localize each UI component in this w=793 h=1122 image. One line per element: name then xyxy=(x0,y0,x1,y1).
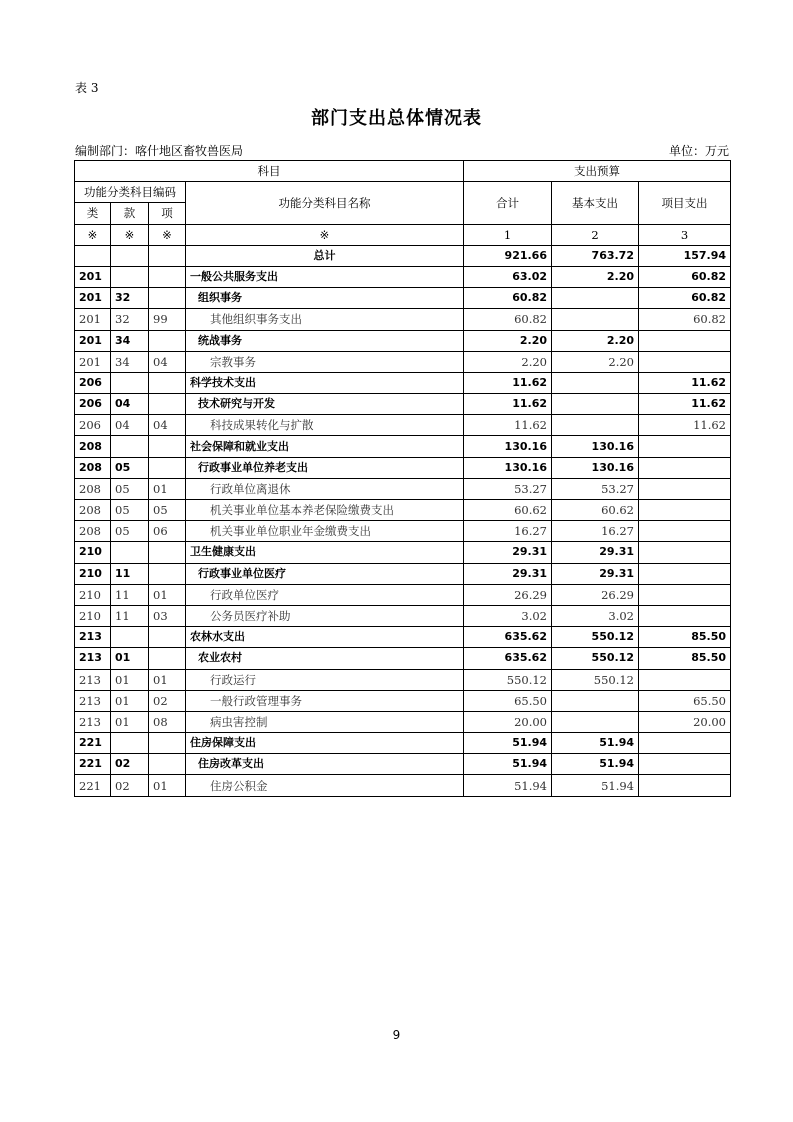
name-cell: 行政运行 xyxy=(186,669,464,690)
lei-header: 类 xyxy=(75,203,111,224)
basic-cell xyxy=(552,372,639,393)
table-row xyxy=(75,415,731,436)
lei-cell: 201 xyxy=(75,330,111,351)
name-cell: 农林水支出 xyxy=(186,627,464,648)
project-cell: 11.62 xyxy=(639,394,731,415)
mark-name: ※ xyxy=(186,224,464,245)
project-cell xyxy=(639,500,731,521)
kuan-cell xyxy=(111,733,149,754)
xiang-cell: 01 xyxy=(149,478,186,499)
table-row xyxy=(75,478,731,499)
kuan-cell: 01 xyxy=(111,648,149,669)
name-cell: 行政事业单位养老支出 xyxy=(186,457,464,478)
xiang-cell xyxy=(149,627,186,648)
name-cell: 其他组织事务支出 xyxy=(186,309,464,330)
header-row-4 xyxy=(75,224,731,245)
project-cell: 85.50 xyxy=(639,648,731,669)
basic-cell xyxy=(552,711,639,732)
name-cell: 组织事务 xyxy=(186,288,464,309)
total-cell: 60.82 xyxy=(464,309,552,330)
table-row xyxy=(75,754,731,775)
basic-cell: 550.12 xyxy=(552,648,639,669)
lei-cell: 213 xyxy=(75,648,111,669)
lei-cell: 210 xyxy=(75,563,111,584)
table-row xyxy=(75,394,731,415)
basic-cell: 2.20 xyxy=(552,351,639,372)
lei-cell: 213 xyxy=(75,711,111,732)
name-cell: 卫生健康支出 xyxy=(186,542,464,563)
basic-cell: 51.94 xyxy=(552,775,639,796)
xiang-cell: 05 xyxy=(149,500,186,521)
kuan-cell: 01 xyxy=(111,690,149,711)
project-cell: 60.82 xyxy=(639,309,731,330)
name-cell: 一般公共服务支出 xyxy=(186,266,464,287)
project-cell xyxy=(639,478,731,499)
table-row xyxy=(75,372,731,393)
basic-cell: 26.29 xyxy=(552,584,639,605)
project-cell: 20.00 xyxy=(639,711,731,732)
unit-label: 单位：万元 xyxy=(668,144,729,158)
name-cell: 病虫害控制 xyxy=(186,711,464,732)
project-cell: 60.82 xyxy=(639,266,731,287)
project-cell xyxy=(639,457,731,478)
basic-cell xyxy=(552,394,639,415)
xiang-cell: 04 xyxy=(149,415,186,436)
kuan-cell: 34 xyxy=(111,330,149,351)
total-cell: 130.16 xyxy=(464,436,552,457)
table-row xyxy=(75,605,731,626)
total-cell: 2.20 xyxy=(464,330,552,351)
project-cell xyxy=(639,733,731,754)
lei-cell: 201 xyxy=(75,309,111,330)
lei-cell: 208 xyxy=(75,436,111,457)
lei-cell: 208 xyxy=(75,500,111,521)
project-cell xyxy=(639,521,731,542)
project-cell xyxy=(639,563,731,584)
kuan-cell: 05 xyxy=(111,478,149,499)
table-row xyxy=(75,733,731,754)
name-cell: 技术研究与开发 xyxy=(186,394,464,415)
total-cell: 60.62 xyxy=(464,500,552,521)
name-cell: 机关事业单位职业年金缴费支出 xyxy=(186,521,464,542)
name-cell: 住房改革支出 xyxy=(186,754,464,775)
total-cell: 29.31 xyxy=(464,542,552,563)
table-row xyxy=(75,351,731,372)
table-row xyxy=(75,436,731,457)
table-row xyxy=(75,500,731,521)
xiang-cell: 99 xyxy=(149,309,186,330)
project-cell xyxy=(639,754,731,775)
total-cell: 3.02 xyxy=(464,605,552,626)
total-cell: 11.62 xyxy=(464,415,552,436)
total-cell: 60.82 xyxy=(464,288,552,309)
kuan-cell: 05 xyxy=(111,521,149,542)
xiang-cell xyxy=(149,288,186,309)
name-cell: 行政事业单位医疗 xyxy=(186,563,464,584)
table-row xyxy=(75,542,731,563)
basic-cell xyxy=(552,288,639,309)
basic-cell: 16.27 xyxy=(552,521,639,542)
kuan-cell: 01 xyxy=(111,711,149,732)
table-row xyxy=(75,521,731,542)
name-cell: 公务员医疗补助 xyxy=(186,605,464,626)
lei-cell: 206 xyxy=(75,394,111,415)
basic-cell: 2.20 xyxy=(552,266,639,287)
basic-cell: 3.02 xyxy=(552,605,639,626)
total-row xyxy=(75,245,731,266)
total-basic: 763.72 xyxy=(552,245,639,266)
kuan-cell: 01 xyxy=(111,669,149,690)
lei-cell: 210 xyxy=(75,605,111,626)
lei-cell: 201 xyxy=(75,351,111,372)
xiang-cell: 06 xyxy=(149,521,186,542)
project-cell: 11.62 xyxy=(639,415,731,436)
project-cell: 60.82 xyxy=(639,288,731,309)
xiang-cell xyxy=(149,733,186,754)
kuan-cell xyxy=(111,372,149,393)
lei-cell: 213 xyxy=(75,627,111,648)
xiang-cell xyxy=(149,436,186,457)
lei-cell: 208 xyxy=(75,521,111,542)
total-cell: 51.94 xyxy=(464,733,552,754)
project-cell: 65.50 xyxy=(639,690,731,711)
kuan-cell xyxy=(111,436,149,457)
kuan-cell: 11 xyxy=(111,605,149,626)
basic-cell: 29.31 xyxy=(552,563,639,584)
project-cell xyxy=(639,775,731,796)
basic-cell xyxy=(552,309,639,330)
kuan-cell: 32 xyxy=(111,288,149,309)
total-cell: 53.27 xyxy=(464,478,552,499)
col-number-3: 3 xyxy=(639,224,731,245)
page-number: 9 xyxy=(392,1028,401,1042)
name-header: 功能分类科目名称 xyxy=(186,182,464,224)
basic-cell: 2.20 xyxy=(552,330,639,351)
lei-cell: 206 xyxy=(75,415,111,436)
xiang-header: 项 xyxy=(149,203,186,224)
col-number-1: 1 xyxy=(464,224,552,245)
header-row-1 xyxy=(75,161,731,182)
kuan-cell: 11 xyxy=(111,584,149,605)
subject-header: 科目 xyxy=(75,161,464,182)
total-cell: 635.62 xyxy=(464,648,552,669)
project-cell: 11.62 xyxy=(639,372,731,393)
table-number: 表 3 xyxy=(75,81,99,95)
name-cell: 统战事务 xyxy=(186,330,464,351)
department-label: 编制部门：喀什地区畜牧兽医局 xyxy=(75,144,244,158)
total-cell: 20.00 xyxy=(464,711,552,732)
basic-cell: 51.94 xyxy=(552,733,639,754)
total-cell: 550.12 xyxy=(464,669,552,690)
total-project: 157.94 xyxy=(639,245,731,266)
kuan-cell: 05 xyxy=(111,457,149,478)
xiang-cell: 01 xyxy=(149,775,186,796)
kuan-cell xyxy=(111,266,149,287)
kuan-cell: 04 xyxy=(111,415,149,436)
kuan-cell xyxy=(111,542,149,563)
total-cell: 11.62 xyxy=(464,394,552,415)
xiang-cell xyxy=(149,754,186,775)
expenditure-table xyxy=(74,160,731,797)
budget-header: 支出预算 xyxy=(464,161,731,182)
project-cell xyxy=(639,584,731,605)
basic-cell: 53.27 xyxy=(552,478,639,499)
total-cell: 65.50 xyxy=(464,690,552,711)
table-row xyxy=(75,648,731,669)
lei-cell: 210 xyxy=(75,542,111,563)
kuan-cell: 04 xyxy=(111,394,149,415)
lei-cell: 208 xyxy=(75,478,111,499)
mark-kuan: ※ xyxy=(111,224,149,245)
total-cell: 63.02 xyxy=(464,266,552,287)
xiang-cell: 08 xyxy=(149,711,186,732)
xiang-cell xyxy=(149,372,186,393)
kuan-cell: 34 xyxy=(111,351,149,372)
table-row xyxy=(75,711,731,732)
total-cell: 130.16 xyxy=(464,457,552,478)
col-number-2: 2 xyxy=(552,224,639,245)
project-cell xyxy=(639,330,731,351)
table-row xyxy=(75,563,731,584)
total-cell: 29.31 xyxy=(464,563,552,584)
basic-cell: 51.94 xyxy=(552,754,639,775)
xiang-cell: 02 xyxy=(149,690,186,711)
kuan-cell: 02 xyxy=(111,754,149,775)
page-title: 部门支出总体情况表 xyxy=(311,108,482,129)
kuan-cell: 32 xyxy=(111,309,149,330)
name-cell: 行政单位离退休 xyxy=(186,478,464,499)
kuan-cell xyxy=(111,627,149,648)
name-cell: 科学技术支出 xyxy=(186,372,464,393)
basic-cell: 60.62 xyxy=(552,500,639,521)
xiang-cell: 03 xyxy=(149,605,186,626)
project-cell xyxy=(639,542,731,563)
xiang-cell xyxy=(149,394,186,415)
total-cell: 51.94 xyxy=(464,775,552,796)
table-row xyxy=(75,775,731,796)
xiang-cell: 04 xyxy=(149,351,186,372)
xiang-cell xyxy=(149,457,186,478)
name-cell: 行政单位医疗 xyxy=(186,584,464,605)
project-cell xyxy=(639,669,731,690)
xiang-cell: 01 xyxy=(149,584,186,605)
project-cell: 85.50 xyxy=(639,627,731,648)
basic-cell: 130.16 xyxy=(552,457,639,478)
table-row xyxy=(75,288,731,309)
lei-cell: 208 xyxy=(75,457,111,478)
project-cell xyxy=(639,605,731,626)
mark-lei: ※ xyxy=(75,224,111,245)
table-row xyxy=(75,309,731,330)
header-row-2 xyxy=(75,182,731,203)
lei-cell: 221 xyxy=(75,775,111,796)
total-cell: 51.94 xyxy=(464,754,552,775)
name-cell: 机关事业单位基本养老保险缴费支出 xyxy=(186,500,464,521)
xiang-cell xyxy=(149,542,186,563)
name-cell: 住房保障支出 xyxy=(186,733,464,754)
lei-cell: 201 xyxy=(75,288,111,309)
table-row xyxy=(75,584,731,605)
table-row xyxy=(75,266,731,287)
total-cell: 16.27 xyxy=(464,521,552,542)
xiang-cell xyxy=(149,648,186,669)
xiang-cell xyxy=(149,266,186,287)
total-header: 合计 xyxy=(464,182,552,224)
total-cell: 2.20 xyxy=(464,351,552,372)
basic-cell: 29.31 xyxy=(552,542,639,563)
xiang-cell xyxy=(149,563,186,584)
xiang-cell: 01 xyxy=(149,669,186,690)
project-header: 项目支出 xyxy=(639,182,731,224)
lei-cell: 213 xyxy=(75,669,111,690)
name-cell: 农业农村 xyxy=(186,648,464,669)
lei-cell: 210 xyxy=(75,584,111,605)
basic-cell xyxy=(552,690,639,711)
lei-cell: 206 xyxy=(75,372,111,393)
total-cell: 11.62 xyxy=(464,372,552,393)
table-row xyxy=(75,627,731,648)
total-sum: 921.66 xyxy=(464,245,552,266)
kuan-header: 款 xyxy=(111,203,149,224)
lei-cell: 221 xyxy=(75,733,111,754)
kuan-cell: 11 xyxy=(111,563,149,584)
name-cell: 社会保障和就业支出 xyxy=(186,436,464,457)
name-cell: 科技成果转化与扩散 xyxy=(186,415,464,436)
lei-cell: 213 xyxy=(75,690,111,711)
name-cell: 宗教事务 xyxy=(186,351,464,372)
name-cell: 一般行政管理事务 xyxy=(186,690,464,711)
lei-cell: 201 xyxy=(75,266,111,287)
project-cell xyxy=(639,436,731,457)
project-cell xyxy=(639,351,731,372)
table-row xyxy=(75,330,731,351)
table-row xyxy=(75,690,731,711)
basic-cell: 550.12 xyxy=(552,627,639,648)
basic-cell: 550.12 xyxy=(552,669,639,690)
name-cell: 住房公积金 xyxy=(186,775,464,796)
basic-header: 基本支出 xyxy=(552,182,639,224)
lei-cell: 221 xyxy=(75,754,111,775)
mark-xiang: ※ xyxy=(149,224,186,245)
xiang-cell xyxy=(149,330,186,351)
kuan-cell: 05 xyxy=(111,500,149,521)
total-label: 总计 xyxy=(186,245,464,266)
table-row xyxy=(75,669,731,690)
kuan-cell: 02 xyxy=(111,775,149,796)
total-cell: 26.29 xyxy=(464,584,552,605)
code-header: 功能分类科目编码 xyxy=(75,182,186,203)
basic-cell xyxy=(552,415,639,436)
total-cell: 635.62 xyxy=(464,627,552,648)
table-row xyxy=(75,457,731,478)
basic-cell: 130.16 xyxy=(552,436,639,457)
